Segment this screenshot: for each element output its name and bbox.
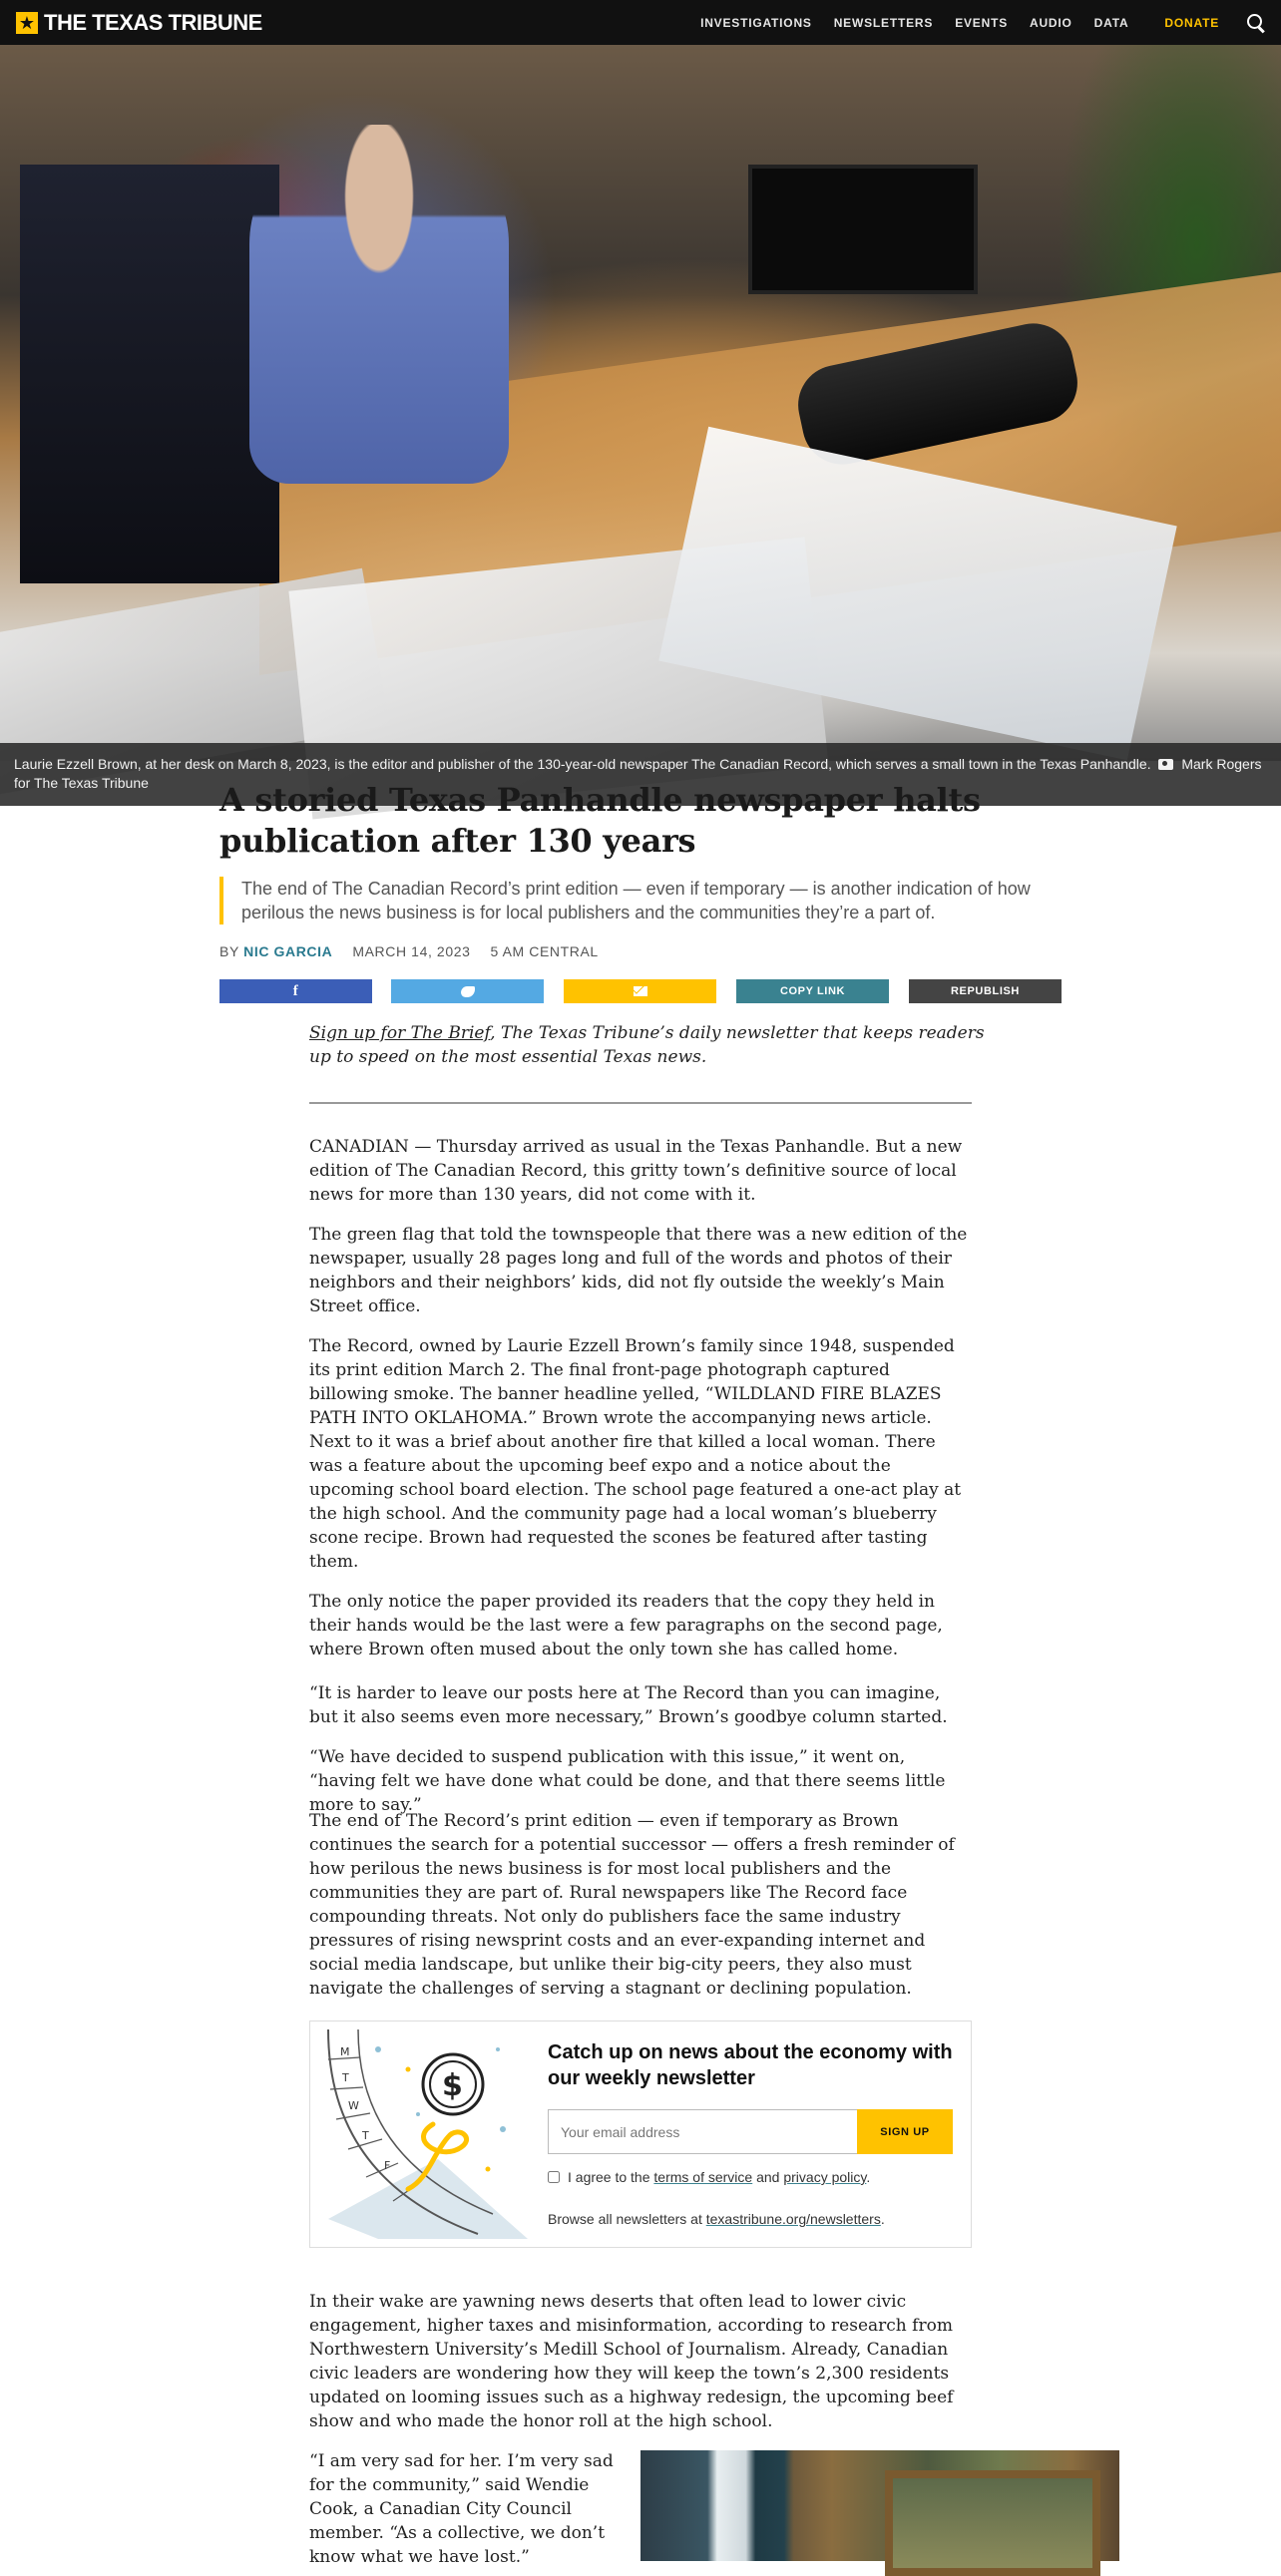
brief-signup-text: , The Texas Tribune’s daily newsletter that keeps readers up to speed on the most essential Texas news. xyxy=(309,1023,985,1067)
nav-item-events[interactable]: EVENTS xyxy=(955,15,1008,30)
privacy-link[interactable]: privacy policy xyxy=(783,2169,867,2185)
brief-signup-link[interactable]: Sign up for The Brief xyxy=(309,1023,491,1043)
byline-prefix: BY xyxy=(219,943,239,959)
facebook-icon: f xyxy=(292,982,299,999)
calendar-letter: T xyxy=(342,2071,349,2084)
site-logo[interactable] xyxy=(16,10,262,36)
photo-monitor xyxy=(748,165,978,294)
article-paragraph: The Record, owned by Laurie Ezzell Brown’s family since 1948, suspended its print edition March 2. The final front-page photograph captured billowing smoke. The banner headline yelled, “WILDLAND FIRE BLAZES PATH INTO OKLAHOMA.” Brown wrote the accompanying news article. Next to it was a brief about another fire that killed a local woman. There was a feature about the upcoming beef expo and a notice about the upcoming school board election. The school page featured a one-act play at the high school. And the community page had a local woman’s blueberry scone recipe. Brown had requested the scones be featured after tasting them. xyxy=(309,1336,962,1572)
byline xyxy=(219,943,599,959)
share-email-button[interactable] xyxy=(564,979,716,1003)
donate-link[interactable]: DONATE xyxy=(1164,15,1219,30)
article-paragraph: The end of The Record’s print edition — even if temporary as Brown continues the search for a potential successor — offers a fresh reminder of how perilous the news business is for most local publishers and the communities they are part of. Rural newspapers like The Record face compounding threats. Not only do publishers face the same industry pressures of rising newsprint costs and an ever-expanding internet and social media landscape, but unlike their big-city peers, they also must navigate the challenges of serving a stagnant or declining population. xyxy=(309,1811,955,1999)
article-paragraph: The green flag that told the townspeople that there was a new edition of the newspaper, usually 28 pages long and full of the words and photos of their neighbors and their neighbors’ kids, did not fly outside the weekly’s Main Street office. xyxy=(309,1225,968,1316)
author-link[interactable]: NIC GARCIA xyxy=(243,943,333,959)
newsletter-title: Catch up on news about the economy with our weekly newsletter xyxy=(548,2041,953,2089)
camera-icon xyxy=(1158,759,1173,770)
article-paragraph: CANADIAN — Thursday arrived as usual in the Texas Panhandle. But a new edition of The Canadian Record, this gritty town’s definitive source of local news for more than 130 years, did not come with it. xyxy=(309,1137,963,1205)
article-paragraph: “I am very sad for her. I’m very sad for the community,” said Wendie Cook, a Canadian City Council member. “As a collective, we don’t know what we have lost.” xyxy=(309,2451,614,2567)
republish-button[interactable]: REPUBLISH xyxy=(909,979,1062,1003)
star-logo-icon: ★ xyxy=(16,12,38,34)
brief-signup-note xyxy=(309,1021,988,1069)
publish-date: MARCH 14, 2023 xyxy=(352,943,471,959)
dollar-icon: $ xyxy=(442,2068,463,2103)
nav-item-data[interactable]: DATA xyxy=(1093,15,1129,30)
nav-item-audio[interactable]: AUDIO xyxy=(1030,15,1072,30)
twitter-icon xyxy=(461,986,475,997)
browse-newsletters: Browse all newsletters at texastribune.org/newsletters. xyxy=(548,2211,885,2227)
article-paragraph: In their wake are yawning news deserts that often lead to lower civic engagement, higher taxes and misinformation, according to research from Northwestern University’s Medill School of Journalism. Already, Canadian civic leaders are wondering how they will keep the town’s 2,300 residents updated on looming issues such as a highway redesign, the upcoming beef show and who made the honor roll at the high school. xyxy=(309,2292,954,2431)
calendar-illustration xyxy=(318,2029,528,2239)
inline-photo xyxy=(640,2450,1119,2561)
article-paragraph: “It is harder to leave our posts here at The Record than you can imagine, but it also seems even more necessary,” Brown’s goodbye column started. xyxy=(309,1683,948,1727)
logo-text: THE TEXAS TRIBUNE xyxy=(44,10,262,35)
article-paragraph: The only notice the paper provided its readers that the copy they held in their hands would be the last were a few paragraphs on the second page, where Brown often mused about the only town she has called home. xyxy=(309,1592,943,1659)
browse-text: Browse all newsletters at xyxy=(548,2211,702,2227)
calendar-letter: M xyxy=(340,2045,350,2058)
divider xyxy=(309,1102,972,1104)
nav-item-investigations[interactable]: INVESTIGATIONS xyxy=(700,15,812,30)
newsletters-link[interactable]: texastribune.org/newsletters xyxy=(705,2211,881,2227)
email-icon xyxy=(634,986,647,996)
copy-link-button[interactable]: COPY LINK xyxy=(736,979,889,1003)
terms-agreement: I agree to the terms of service and privacy policy. xyxy=(548,2169,870,2185)
article-dek: The end of The Canadian Record’s print edition — even if temporary — is another indication of how perilous the news business is for local publishers and the communities they’re a part of. xyxy=(219,877,1038,924)
nav-menu xyxy=(700,0,1265,45)
search-icon[interactable] xyxy=(1247,14,1265,32)
sign-up-button[interactable]: SIGN UP xyxy=(857,2109,953,2154)
calendar-letter: F xyxy=(384,2159,391,2172)
share-facebook-button[interactable] xyxy=(219,979,372,1003)
photo-file-cabinet xyxy=(20,165,279,583)
and-text: and xyxy=(756,2169,780,2185)
hero-photo xyxy=(0,45,1281,791)
email-input[interactable] xyxy=(548,2109,857,2154)
caption-text: Laurie Ezzell Brown, at her desk on March 8, 2023, is the editor and publisher of the 130-year-old newspaper The Canadian Record, which serves a small town in the Texas Panhandle. xyxy=(14,756,1151,772)
nav-item-newsletters[interactable]: NEWSLETTERS xyxy=(833,15,934,30)
article-paragraph: “We have decided to suspend publication with this issue,” it went on, “having felt we have done what could be done, and that there seems little more to say.” xyxy=(309,1747,946,1815)
calendar-letter: W xyxy=(348,2099,359,2112)
photo-credit: Mark Rogers for The Texas Tribune xyxy=(14,756,1262,791)
top-nav xyxy=(0,0,1281,45)
share-twitter-button[interactable] xyxy=(391,979,544,1003)
terms-link[interactable]: terms of service xyxy=(653,2169,753,2185)
terms-checkbox[interactable] xyxy=(548,2171,560,2183)
calendar-letter: T xyxy=(362,2129,369,2142)
article-headline: A storied Texas Panhandle newspaper halts publication after 130 years xyxy=(219,781,981,860)
agree-text: I agree to the xyxy=(568,2169,650,2185)
publish-time: 5 AM CENTRAL xyxy=(490,943,599,959)
newsletter-signup xyxy=(309,2021,972,2248)
photo-subject xyxy=(249,125,509,484)
